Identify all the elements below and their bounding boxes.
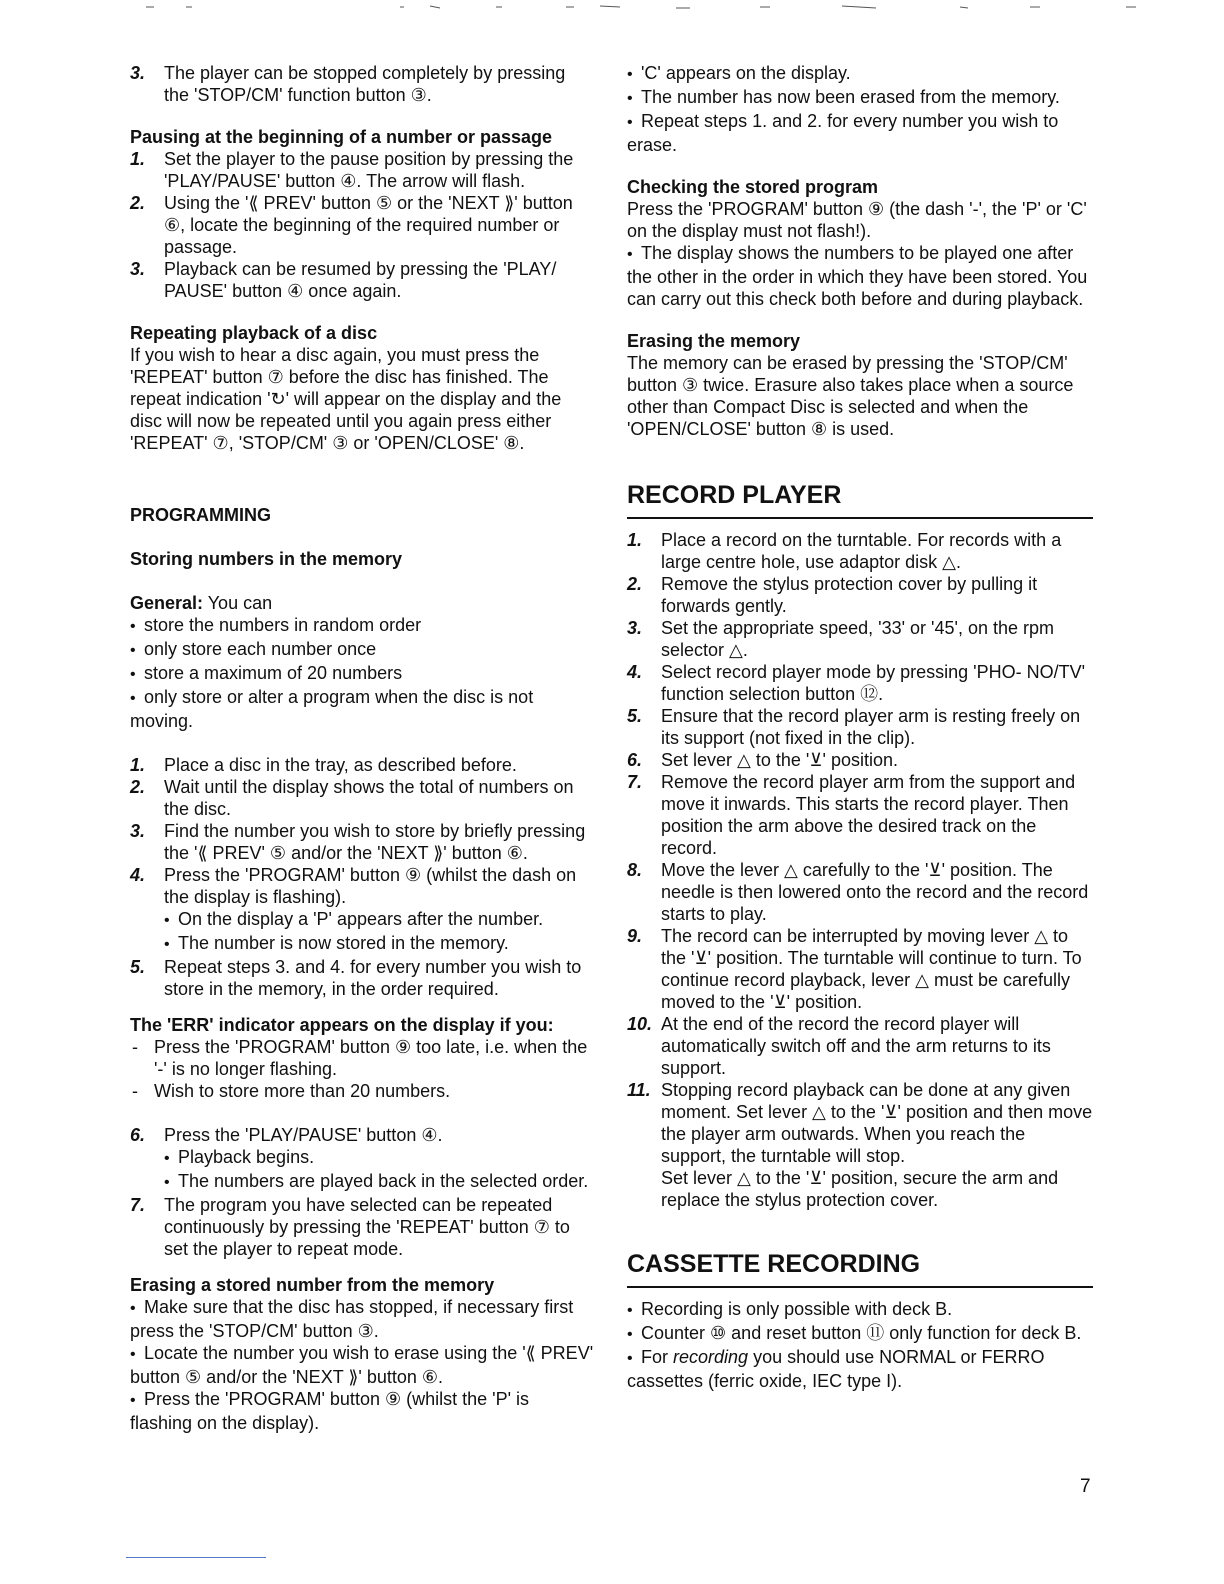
program-step: 1. Place a disc in the tray, as described before. — [130, 755, 517, 775]
stop-step — [130, 62, 595, 106]
erase-number-heading: Erasing a stored number from the memory — [130, 1275, 495, 1295]
record-step: 2. Remove the stylus protection cover by pulling it forwards gently. — [627, 574, 1038, 616]
program-step: 2. Wait until the display shows the total of numbers on the disc. — [130, 777, 574, 819]
general-bullet: • only store or alter a program when the disc is not moving. — [130, 686, 595, 732]
record-player-section — [627, 480, 1093, 1211]
erase-cont-bullet: • 'C' appears on the display. — [627, 62, 1093, 86]
erase-cont-bullet: • Repeat steps 1. and 2. for every number you wish to erase. — [627, 110, 1093, 156]
program-step-bullet: • On the display a 'P' appears after the number. — [130, 908, 595, 932]
scan-marks — [0, 0, 1224, 14]
general-bullet: • store the numbers in random order — [130, 614, 595, 638]
program-step: 3. Find the number you wish to store by briefly pressing the '⟪ PREV' ⑤ and/or the 'NEXT ⟫' button ⑥. — [130, 821, 586, 863]
record-step: 1. Place a record on the turntable. For records with a large centre hole, use adaptor disk △. — [627, 530, 1062, 572]
program-step-bullet: • The number is now stored in the memory. — [130, 932, 595, 956]
erasing-memory-heading: Erasing the memory — [627, 331, 801, 351]
programming-section — [130, 504, 595, 1434]
checking-bullet: • The display shows the numbers to be played one after the other in the order in which they have been stored. You can carry out this check both before and during playback. — [627, 242, 1093, 310]
cassette-bullet: • Recording is only possible with deck B. — [627, 1298, 1093, 1322]
erase-bullet: • Locate the number you wish to erase using the '⟪ PREV' button ⑤ and/or the 'NEXT ⟫' button ⑥. — [130, 1342, 595, 1388]
repeating-heading: Repeating playback of a disc — [130, 323, 378, 343]
pausing-step: 2. Using the '⟪ PREV' button ⑤ or the 'NEXT ⟫' button ⑥, locate the beginning of the required number or passage. — [130, 193, 573, 257]
program-step-bullet: • The numbers are played back in the selected order. — [130, 1170, 595, 1194]
erasing-memory-text: The memory can be erased by pressing the 'STOP/CM' button ③ twice. Erasure also takes place when a source other than Compact Disc is selected and when the 'OPEN/CLOSE' button ⑧ is used. — [627, 353, 1074, 439]
general-bullet: • store a maximum of 20 numbers — [130, 662, 595, 686]
storing-heading: Storing numbers in the memory — [130, 549, 403, 569]
programming-heading: PROGRAMMING — [130, 505, 271, 525]
err-heading: The 'ERR' indicator appears on the display if you: — [130, 1015, 554, 1035]
page-number: 7 — [1080, 1476, 1091, 1497]
record-step: 9. The record can be interrupted by moving lever △ to the '⊻' position. The turntable will continue to turn. To continue record playback, lever △ must be carefully moved to the '⊻' position. — [627, 926, 1082, 1012]
record-step: 10. At the end of the record the record player will automatically switch off and the arm returns to its support. — [627, 1014, 1051, 1078]
record-final-text: Set lever △ to the '⊻' position, secure the arm and replace the stylus protection cover. — [661, 1168, 1059, 1210]
cassette-bullet: • Counter ⑩ and reset button ⑪ only function for deck B. — [627, 1322, 1093, 1346]
pausing-step: 1. Set the player to the pause position by pressing the 'PLAY/PAUSE' button ④. The arrow will flash. — [130, 149, 574, 191]
program-step: 7. The program you have selected can be repeated continuously by pressing the 'REPEAT' button ⑦ to set the player to repeat mode. — [130, 1195, 570, 1259]
program-step: 4. Press the 'PROGRAM' button ⑨ (whilst the dash on the display is flashing). — [130, 865, 577, 907]
repeating-text: If you wish to hear a disc again, you must press the 'REPEAT' button ⑦ before the disc has finished. The repeat indication '↻' will appear on the display and the disc will now be repeated until you again press either 'REPEAT' ⑦, 'STOP/CM' ③ or 'OPEN/CLOSE' ⑧. — [130, 345, 562, 453]
scan-mark-line — [126, 1557, 266, 1558]
erase-bullet: • Press the 'PROGRAM' button ⑨ (whilst the 'P' is flashing on the display). — [130, 1388, 595, 1434]
checking-section — [627, 176, 1093, 310]
general-bullet: • only store each number once — [130, 638, 595, 662]
record-step: 7. Remove the record player arm from the support and move it inwards. This starts the record player. Then position the arm above the desired track on the record. — [627, 772, 1076, 858]
checking-heading: Checking the stored program — [627, 177, 879, 197]
record-step: 8. Move the lever △ carefully to the '⊻' position. The needle is then lowered onto the record and the record starts to play. — [627, 860, 1089, 924]
step-number: 3. — [130, 63, 146, 83]
program-step-bullet: • Playback begins. — [130, 1146, 595, 1170]
pausing-section — [130, 126, 595, 302]
pausing-heading: Pausing at the beginning of a number or passage — [130, 127, 553, 147]
program-step: 5. Repeat steps 3. and 4. for every number you wish to store in the memory, in the order required. — [130, 957, 582, 999]
erase-cont-bullet: • The number has now been erased from the memory. — [627, 86, 1093, 110]
right-column — [627, 62, 1093, 1412]
erasing-memory-section — [627, 330, 1093, 440]
general-line: General: You can — [130, 593, 273, 613]
record-step: 5. Ensure that the record player arm is resting freely on its support (not fixed in the clip). — [627, 706, 1081, 748]
erase-bullet: • Make sure that the disc has stopped, if necessary first press the 'STOP/CM' button ③. — [130, 1296, 595, 1342]
checking-text: Press the 'PROGRAM' button ⑨ (the dash '-', the 'P' or 'C' on the display must not flash!). — [627, 199, 1087, 241]
record-step: 3. Set the appropriate speed, '33' or '45', on the rpm selector △. — [627, 618, 1054, 660]
record-step: 4. Select record player mode by pressing 'PHO- NO/TV' function selection button ⑫. — [627, 662, 1086, 704]
err-item: - Press the 'PROGRAM' button ⑨ too late, i.e. when the '-' is no longer flashing. — [130, 1036, 595, 1080]
repeating-section — [130, 322, 595, 454]
cassette-heading: CASSETTE RECORDING — [627, 1249, 1093, 1288]
step-text: The player can be stopped completely by pressing the 'STOP/CM' function button ③. — [164, 63, 566, 105]
record-step: 6. Set lever △ to the '⊻' position. — [627, 750, 899, 770]
cassette-section — [627, 1249, 1093, 1392]
program-step: 6. Press the 'PLAY/PAUSE' button ④. — [130, 1125, 443, 1145]
pausing-step: 3. Playback can be resumed by pressing the 'PLAY/ PAUSE' button ④ once again. — [130, 259, 557, 301]
record-step: 11. Stopping record playback can be done at any given moment. Set lever △ to the '⊻' position and then move the player arm outwards. When you reach the support, the turntable will stop. — [627, 1080, 1093, 1166]
left-column — [130, 62, 595, 1454]
record-player-heading: RECORD PLAYER — [627, 480, 1093, 519]
cassette-bullet: • For recording you should use NORMAL or FERRO cassettes (ferric oxide, IEC type I). — [627, 1346, 1093, 1392]
err-item: - Wish to store more than 20 numbers. — [130, 1080, 595, 1102]
